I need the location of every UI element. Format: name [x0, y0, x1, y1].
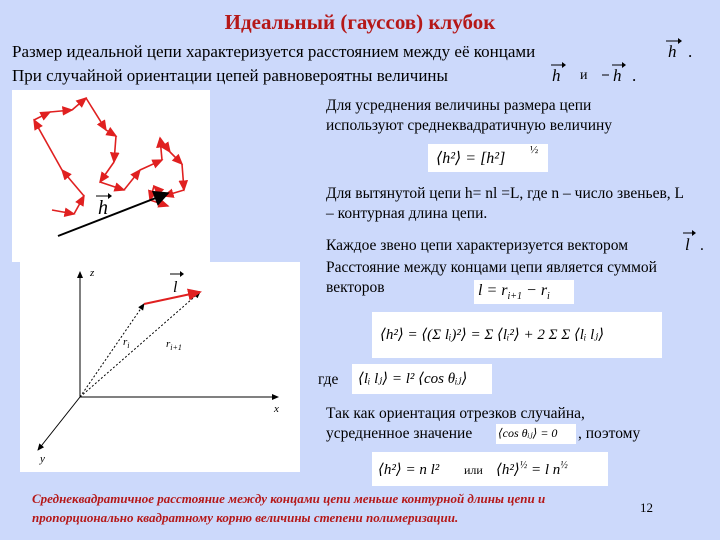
- h-label: h: [98, 197, 108, 219]
- end-to-end-vector-h: [58, 194, 166, 236]
- cos-zero-formula: [496, 424, 576, 444]
- conclusion-text: Среднеквадратичное расстояние между концами цепи меньше контурной длины цепи и пропорционально квадратному корню величины степени полимеризации.: [32, 491, 546, 525]
- sum-vectors-formula-text: $l = r_{i+1} - r_i$: [478, 282, 550, 303]
- final-formula: [372, 452, 608, 486]
- h2-sum-formula-text: ⟨h²⟩ = ⟨(Σ lᵢ)²⟩ = Σ ⟨lᵢ²⟩ + 2 Σ Σ ⟨lᵢ lⱼ⟩: [380, 327, 605, 343]
- r-i-label: $r_i$: [123, 336, 130, 350]
- vector-diagram-svg: [20, 262, 300, 472]
- l-vector-formula: [680, 228, 702, 254]
- intro-line-2-end: .: [632, 66, 637, 85]
- intro-line-1-end: .: [688, 42, 693, 61]
- l-vector-symbol: l: [685, 235, 690, 254]
- rms-formula-exp: ½: [530, 144, 539, 156]
- h-vector-formula-svg: [660, 36, 686, 62]
- h-vector-formula-2-svg: [546, 60, 570, 86]
- or-text: или: [464, 463, 483, 477]
- h-vector-formula: [660, 36, 686, 62]
- r-i-plus-1-vector: [80, 292, 200, 397]
- r-i-vector: [80, 304, 144, 397]
- page-number: 12: [640, 500, 653, 515]
- intro-line-1-text: Размер идеальной цепи характеризуется расстоянием между её концами: [12, 42, 536, 61]
- l-vector: [144, 292, 200, 304]
- average-value-text: усредненное значение: [326, 425, 473, 442]
- rms-formula: [428, 144, 548, 172]
- h-vector-formula-2: [546, 60, 570, 86]
- h-vector-symbol-2: h: [552, 66, 561, 85]
- vector-diagram: [20, 262, 300, 472]
- sum-vectors-formula: [474, 280, 574, 304]
- z-label: z: [90, 267, 95, 279]
- l-vector-formula-svg: [680, 228, 702, 254]
- sum-vectors-text: Расстояние между концами цепи является суммой векторов: [326, 259, 657, 296]
- chain-diagram-svg: [12, 90, 210, 262]
- where-text: где: [318, 371, 339, 388]
- h2-sum-formula: [372, 312, 662, 358]
- l-label: l: [173, 279, 178, 296]
- averaging-text: Для усреднения величины размера цепи используют среднеквадратичную величину: [326, 97, 613, 134]
- chain-diagram: [12, 90, 210, 262]
- rms-formula-text: ⟨h²⟩ = [h²]: [436, 150, 506, 167]
- random-orientation-text: Так как ориентация отрезков случайна,: [326, 405, 585, 422]
- r-i-plus-1-label: $r_{i+1}$: [166, 338, 182, 352]
- minus-h-vector-formula: [600, 60, 630, 86]
- slide-title: Идеальный (гауссов) клубок: [224, 10, 496, 34]
- h2-nl2-formula: ⟨h²⟩ = n l²: [378, 462, 440, 478]
- intro-line-2: При случайной ориентации цепей равновероятны величины: [12, 66, 448, 85]
- intro-line-1: [12, 42, 535, 62]
- segment-vector-text: Каждое звено цепи характеризуется вектором: [326, 237, 629, 254]
- cos-zero-formula-text: ⟨cos θᵢⱼ⟩ = 0: [498, 426, 558, 440]
- h-vector-symbol: h: [668, 42, 677, 61]
- x-label: x: [274, 403, 279, 415]
- intro-line-2-and: и: [580, 68, 588, 83]
- y-label: y: [40, 453, 45, 465]
- minus-h-vector-formula-svg: [600, 60, 630, 86]
- therefore-text: , поэтому: [578, 425, 641, 442]
- minus-h-vector-symbol: h: [613, 66, 622, 85]
- stretched-chain-text: Для вытянутой цепи h= nl =L, где n – число звеньев, L – контурная длина цепи.: [326, 185, 684, 222]
- lilj-formula: [352, 364, 492, 394]
- y-axis: [38, 397, 80, 450]
- segment-vector-end: .: [700, 237, 704, 254]
- h-root-formula: ⟨h²⟩$^{\frac{1}{2}}$ = l $n^{\frac{1}{2}}$: [496, 460, 568, 478]
- lilj-formula-text: ⟨lᵢ lⱼ⟩ = l² ⟨cos θᵢⱼ⟩: [358, 371, 468, 387]
